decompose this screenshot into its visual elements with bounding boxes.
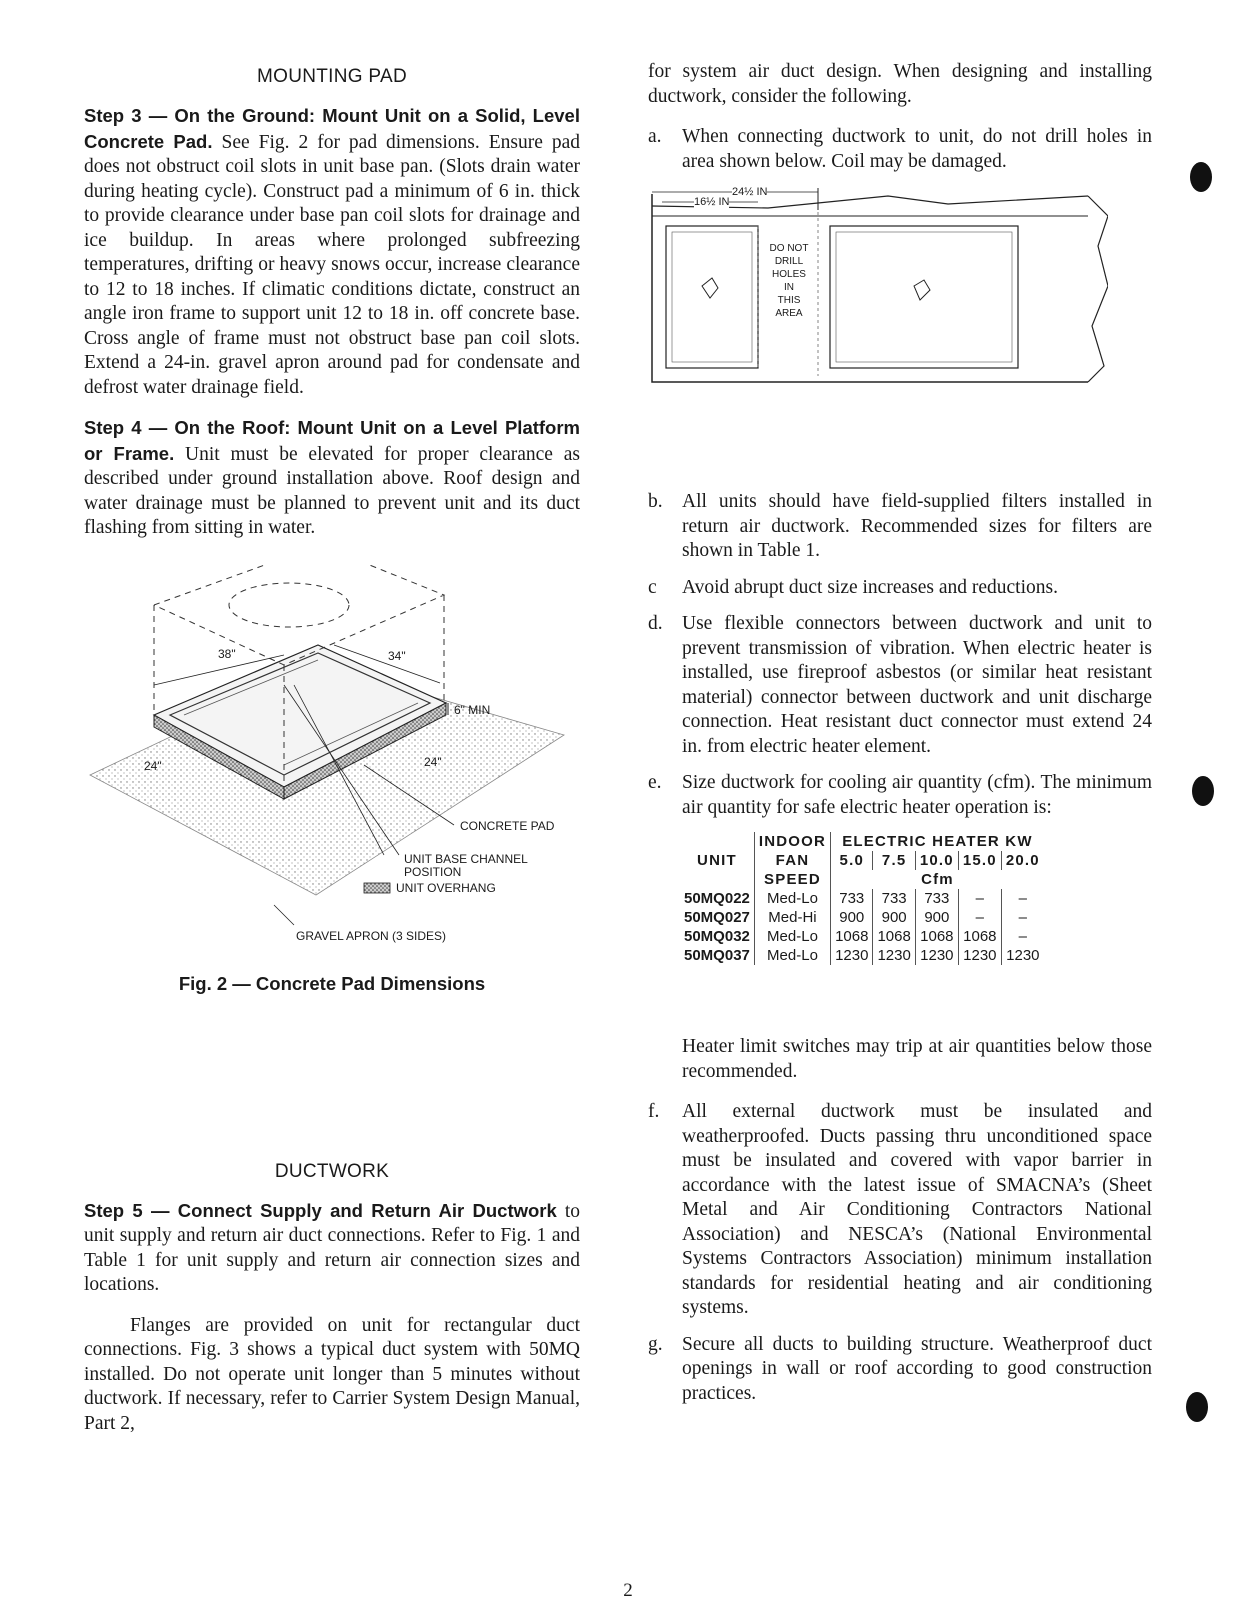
left-column — [84, 60, 580, 1452]
punch-hole — [1192, 776, 1214, 806]
table-cell: 1068 — [958, 927, 1001, 946]
no-drill-line-6: AREA — [775, 308, 803, 319]
right-column — [648, 60, 1152, 1418]
step4-title: Step 4 — On the Roof: Mount Unit on a Level Platform or Frame. — [84, 417, 580, 464]
table-cell: – — [1001, 889, 1044, 908]
unit-side-diagram — [648, 186, 1108, 410]
table-row — [680, 889, 1044, 908]
step5-body: to unit supply and return air duct connections. Refer to Fig. 1 and Table 1 for unit supply and return air connection sizes and locations. — [84, 1200, 581, 1295]
table-cell: 733 — [831, 889, 873, 908]
item-b-text: All units should have field-supplied filters installed in return air ductwork. Recommended sizes for filters are shown in Table 1. — [682, 491, 1152, 561]
table-cell: 733 — [873, 889, 915, 908]
table-cell: 900 — [831, 908, 873, 927]
step5-paragraph — [84, 1199, 580, 1298]
list-item-b — [648, 490, 1152, 564]
dim-38: 38" — [218, 646, 236, 661]
table-cell: Med-Lo — [754, 946, 830, 965]
label-concrete-pad: CONCRETE PAD — [460, 818, 555, 833]
item-a-letter: a. — [648, 126, 662, 147]
heater-note: Heater limit switches may trip at air quantities below those recommended. — [682, 1036, 1152, 1082]
step5-title: Step 5 — Connect Supply and Return Air Ductwork — [84, 1199, 557, 1221]
heater-airflow-table — [680, 832, 1044, 965]
col-header-electric-heater: ELECTRIC HEATER KW — [831, 832, 1044, 851]
step3-body: See Fig. 2 for pad dimensions. Ensure pad does not obstruct coil slots in unit base pan. (Slots drain water during heating cycle). Construct pad a minimum of 6 in. thick to provide clearance under base pan coil slots for drainage and ice buildup. In areas where prolonged subfreezing temperatures, drifting or heavy snows occur, increase clearance to 12 to 18 inches. If climatic conditions dictate, construct an angle iron frame to support unit 12 to 18 in. off concrete base. Cross angle of frame must not obstruct base pan coil slots. Extend a 24-in. gravel apron around pad for condensate and defrost water drainage field. — [84, 131, 581, 398]
table-cell: 1230 — [873, 946, 915, 965]
table-cell: 1230 — [831, 946, 873, 965]
dim-24-half: 24½ IN — [732, 186, 768, 198]
table-cell: 733 — [915, 889, 958, 908]
table-cell: 1068 — [873, 927, 915, 946]
table-row — [680, 946, 1044, 965]
item-c-letter: c — [648, 576, 657, 598]
no-drill-figure — [648, 186, 1108, 410]
dim-24-left: 24" — [144, 758, 162, 773]
item-a-text: When connecting ductwork to unit, do not drill holes in area shown below. Coil may be damaged. — [682, 126, 1152, 172]
item-f-letter: f. — [648, 1101, 660, 1122]
page-number: 2 — [623, 1580, 633, 1601]
table-cell: 1230 — [915, 946, 958, 965]
list-item-f — [648, 1100, 1152, 1321]
table-cell: – — [1001, 908, 1044, 927]
figure-2 — [84, 565, 580, 975]
heading-mounting-pad: MOUNTING PAD — [257, 66, 407, 87]
label-unit-overhang: UNIT OVERHANG — [396, 880, 496, 895]
step3-paragraph — [84, 104, 580, 400]
no-drill-line-3: HOLES — [772, 269, 806, 280]
label-channel-line-2: POSITION — [404, 864, 462, 879]
kw-header: 5.0 — [831, 851, 873, 870]
label-unit-base-channel — [404, 853, 528, 879]
table-cell: 50MQ027 — [684, 909, 750, 926]
figure-2-caption: Fig. 2 — Concrete Pad Dimensions — [178, 972, 486, 994]
flanges-paragraph: Flanges are provided on unit for rectangular duct connections. Fig. 3 shows a typical duct system with 50MQ installed. Do not operate unit longer than 5 minutes without ductwork. If necessary, refer to Carrier System Design Manual, Part 2, — [84, 1314, 580, 1434]
kw-header: 20.0 — [1001, 851, 1044, 870]
list-item-e — [648, 771, 1152, 820]
dim-6-min: 6" MIN — [454, 702, 491, 717]
col-header-indoor: INDOOR — [754, 832, 830, 851]
list-item-g — [648, 1333, 1152, 1407]
table-cell: 50MQ032 — [684, 928, 750, 945]
table-cell: 1068 — [831, 927, 873, 946]
col-header-fan: FAN — [754, 851, 830, 870]
list-item-d — [648, 612, 1152, 759]
table-cell: Med-Hi — [754, 908, 830, 927]
kw-header: 15.0 — [958, 851, 1001, 870]
item-e-text: Size ductwork for cooling air quantity (cfm). The minimum air quantity for safe electric heater operation is: — [682, 772, 1152, 818]
table-cell: 50MQ022 — [684, 890, 750, 907]
coil-panel-right — [830, 226, 1018, 368]
table-cell: 1230 — [1001, 946, 1044, 965]
table-cell: 1230 — [958, 946, 1001, 965]
col-header-cfm: Cfm — [831, 870, 1044, 889]
table-cell: 900 — [873, 908, 915, 927]
no-drill-line-5: THIS — [777, 295, 801, 306]
punch-hole — [1190, 162, 1212, 192]
dim-34: 34" — [388, 648, 406, 663]
no-drill-line-4: IN — [784, 282, 794, 293]
col-header-speed: SPEED — [754, 870, 830, 889]
item-g-letter: g. — [648, 1333, 663, 1355]
item-g-text: Secure all ducts to building structure. Weatherproof duct openings in wall or roof according to good construction practices. — [682, 1333, 1152, 1404]
col-header-unit: UNIT — [697, 852, 737, 869]
label-gravel-apron: GRAVEL APRON (3 SIDES) — [296, 928, 447, 943]
table-row — [680, 927, 1044, 946]
table-cell: 50MQ037 — [684, 947, 750, 964]
coil-panel-left — [666, 226, 758, 368]
table-cell: – — [958, 889, 1001, 908]
item-d-text: Use flexible connectors between ductwork and unit to prevent transmission of vibration. When electric heater is installed, use fireproof asbestos (or similar heat resistant material) connector between ductwork and unit discharge connection. Heat resistant duct connector must extend 24 in. from electric heater element. — [682, 613, 1152, 757]
table-cell: 1068 — [915, 927, 958, 946]
item-e-letter: e. — [648, 772, 662, 793]
list-item-c — [648, 576, 1152, 601]
table-cell: – — [958, 908, 1001, 927]
item-c-text: Avoid abrupt duct size increases and reductions. — [682, 576, 1058, 598]
list-item-a — [648, 125, 1152, 174]
no-drill-line-2: DRILL — [774, 256, 804, 267]
item-f-text: All external ductwork must be insulated and weatherproofed. Ducts passing thru unconditioned space must be insulated and covered with vapor barrier in accordance with the latest issue of SMACNA’s (Sheet Metal and Air Conditioning Contractors National Association) and NESCA’s (National Environmental Systems Contractors Association) minimum installation standards for residential heating and air conditioning systems. — [682, 1101, 1152, 1318]
punch-hole — [1186, 1392, 1208, 1422]
kw-header: 7.5 — [873, 851, 915, 870]
step4-paragraph — [84, 416, 580, 541]
step4-body: Unit must be elevated for proper clearance as described under ground installation above. Roof design and water drainage must be planned to prevent unit and its duct flashing from sitting in water. — [84, 443, 581, 538]
dim-16-half: 16½ IN — [694, 196, 730, 208]
step3-title: Step 3 — On the Ground: Mount Unit on a Solid, Level Concrete Pad. — [84, 105, 580, 152]
table-cell: Med-Lo — [754, 927, 830, 946]
overhang-swatch — [364, 883, 390, 893]
do-not-drill-label — [764, 242, 814, 320]
dim-24-right: 24" — [424, 754, 442, 769]
table-cell: – — [1001, 927, 1044, 946]
item-d-letter: d. — [648, 613, 663, 634]
table-cell: 900 — [915, 908, 958, 927]
no-drill-line-1: DO NOT — [769, 243, 809, 254]
heading-ductwork: DUCTWORK — [274, 1160, 390, 1182]
table-cell: Med-Lo — [754, 889, 830, 908]
intro-paragraph: for system air duct design. When designing and installing ductwork, consider the following. — [648, 61, 1152, 107]
item-b-letter: b. — [648, 491, 663, 512]
label-channel-line-1: UNIT BASE CHANNEL — [404, 851, 528, 866]
table-row — [680, 908, 1044, 927]
kw-header: 10.0 — [915, 851, 958, 870]
